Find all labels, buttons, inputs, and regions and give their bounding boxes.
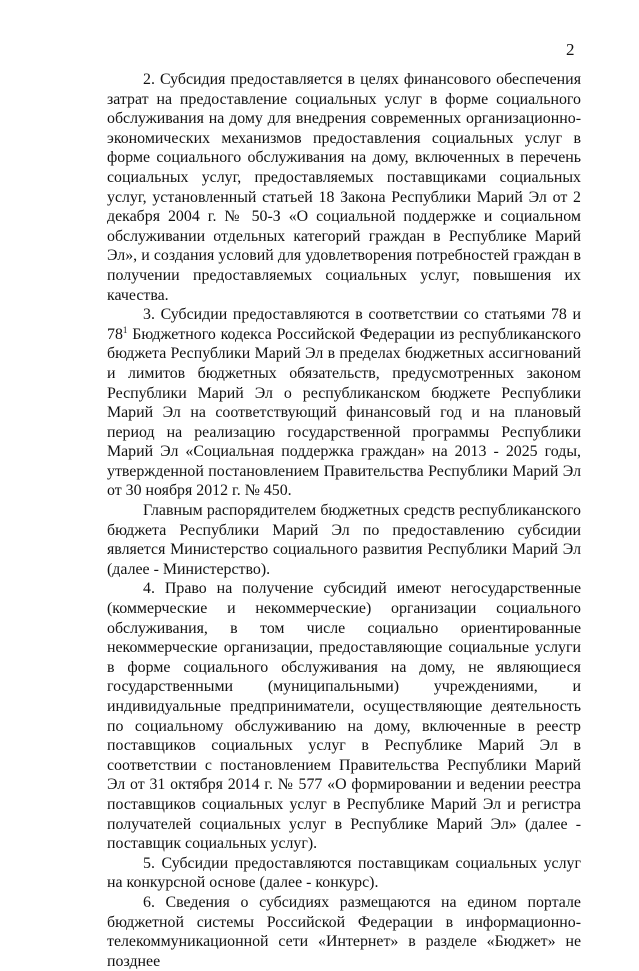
- paragraph-3-subsidy-legal-basis: [107, 305, 581, 501]
- article-superscript: 1: [122, 324, 128, 335]
- paragraph-main-administrator: Главным распорядителем бюджетных средств республиканского бюджета Республики Марий Эл по предоставлению субсидии является Министерство социального развития Республики Марий Эл (далее - Министерство).: [107, 502, 581, 578]
- page-number: 2: [566, 40, 575, 59]
- paragraph-3-text-start: 3. Субсидии предоставляются в соответствии со статьями 78 и 78: [107, 306, 581, 343]
- paragraph-3-text-end: Бюджетного кодекса Российской Федерации из республиканского бюджета Республики Марий Эл в пределах бюджетных ассигнований и лимитов бюджетных обязательств, предусмотренных законом Республики Марий Эл о республиканском бюджете Республики Марий Эл на соответствующий финансовый год и на плановый период на реализацию государственной программы Республики Марий Эл «Социальная поддержка граждан» на 2013 - 2025 годы, утвержденной постановлением Правительства Республики Марий Эл от 30 ноября 2012 г. № 450.: [107, 325, 581, 500]
- document-body: [107, 70, 581, 971]
- paragraph-6-information-publication: 6. Сведения о субсидиях размещаются на едином портале бюджетной системы Российской Федерации в информационно-телекоммуникационной сети «Интернет» в разделе «Бюджет» не позднее: [107, 893, 581, 970]
- paragraph-2-subsidy-purpose: 2. Субсидия предоставляется в целях финансового обеспечения затрат на предоставление социальных услуг в форме социального обслуживания на дому для внедрения современных организационно-экономических механизмов предоставления социальных услуг в форме социального обслуживания на дому, включенных в перечень социальных услуг, предоставляемых поставщиками социальных услуг, установленный статьей 18 Закона Республики Марий Эл от 2 декабря 2004 г. № 50-З «О социальной поддержке и социальном обслуживании отдельных категорий граждан в Республике Марий Эл», и создания условий для удовлетворения потребностей граждан в получении предоставляемых социальных услуг, повышения их качества.: [107, 71, 581, 304]
- paragraph-5-competitive-basis: 5. Субсидии предоставляются поставщикам социальных услуг на конкурсной основе (далее - конкурс).: [107, 854, 581, 892]
- paragraph-4-eligible-recipients: 4. Право на получение субсидий имеют негосударственные (коммерческие и некоммерческие) организации социального обслуживания, в том числе социально ориентированные некоммерческие организации, предоставляющие социальные услуги в форме социального обслуживания на дому, не являющиеся государственными (муниципальными) учреждениями, и индивидуальные предприниматели, осуществляющие деятельность по социальному обслуживанию на дому, включенные в реестр поставщиков социальных услуг в Республике Марий Эл в соответствии с постановлением Правительства Республики Марий Эл от 31 октября 2014 г. № 577 «О формировании и ведении реестра поставщиков социальных услуг в Республике Марий Эл и регистра получателей социальных услуг в Республике Марий Эл» (далее - поставщик социальных услуг).: [107, 580, 581, 853]
